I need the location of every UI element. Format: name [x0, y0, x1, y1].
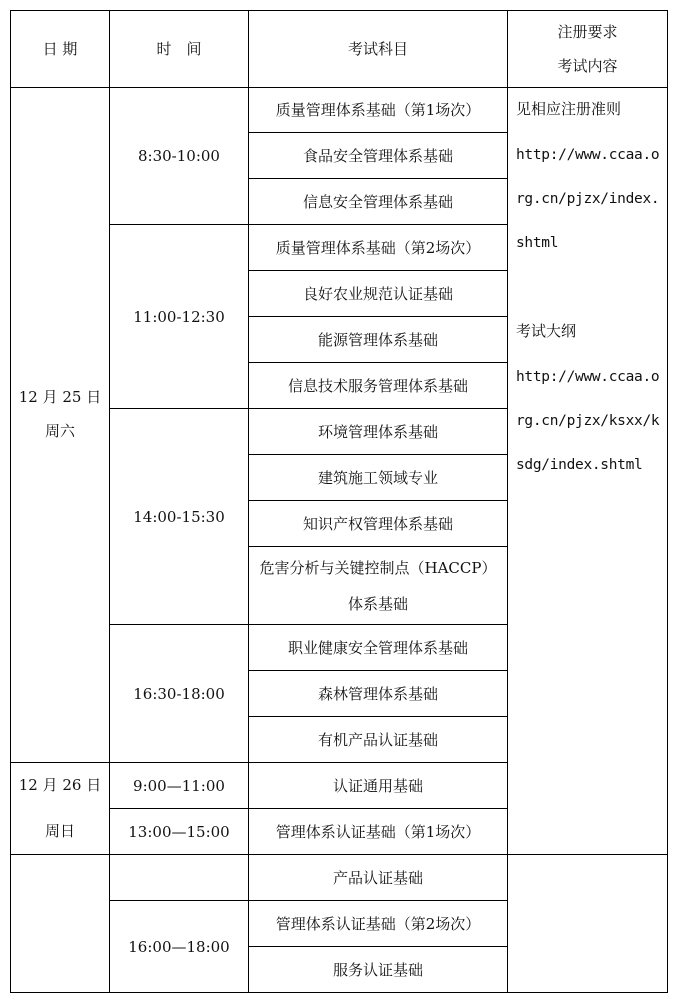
date-day2: 12 月 26 日 — [18, 776, 102, 794]
header-date: 日 期 — [42, 40, 78, 58]
subject-cell: 环境管理体系基础 — [317, 422, 438, 441]
time-slot-3: 14:00-15:30 — [133, 507, 225, 526]
header-req-line2: 考试内容 — [557, 57, 618, 75]
outline-url-line3[interactable]: sdg/index.shtml — [516, 457, 643, 473]
weekday-day2: 周日 — [44, 822, 75, 840]
subject-cell: 有机产品认证基础 — [317, 730, 438, 749]
table-border-right — [667, 10, 668, 993]
subject-cell: 建筑施工领域专业 — [317, 468, 438, 487]
time-slot-5: 9:00—11:00 — [133, 776, 225, 795]
subject-cell: 质量管理体系基础（第1场次） — [275, 101, 481, 119]
outline-label: 考试大纲 — [516, 322, 577, 340]
subject-haccp-line2: 体系基础 — [347, 594, 408, 613]
subject-cell-haccp — [249, 547, 507, 624]
time-slot-2: 11:00-12:30 — [133, 307, 225, 326]
rule-label: 见相应注册准则 — [516, 100, 622, 118]
outline-url-line1[interactable]: http://www.ccaa.o — [516, 369, 660, 385]
subject-cell: 产品认证基础 — [332, 868, 423, 887]
rule-url-line1[interactable]: http://www.ccaa.o — [516, 147, 660, 163]
header-requirements — [508, 11, 667, 87]
subject-cell: 食品安全管理体系基础 — [302, 146, 453, 165]
date-cell-day2 — [11, 762, 109, 854]
subject-cell: 能源管理体系基础 — [317, 330, 438, 349]
subject-cell: 信息技术服务管理体系基础 — [287, 376, 468, 395]
time-slot-7: 16:00—18:00 — [128, 937, 230, 956]
subject-cell: 认证通用基础 — [332, 776, 423, 795]
subject-cell: 知识产权管理体系基础 — [302, 514, 453, 533]
subject-cell: 管理体系认证基础（第1场次） — [275, 822, 481, 841]
date-day1: 12 月 25 日 — [18, 388, 102, 406]
subject-cell: 服务认证基础 — [332, 960, 423, 979]
outline-url-line2[interactable]: rg.cn/pjzx/ksxx/k — [516, 413, 660, 429]
subject-cell: 良好农业规范认证基础 — [302, 284, 453, 303]
header-time: 时 间 — [156, 40, 202, 58]
subject-cell: 职业健康安全管理体系基础 — [287, 638, 468, 657]
header-subject: 考试科目 — [347, 40, 408, 58]
column-divider — [507, 10, 508, 993]
time-slot-6: 13:00—15:00 — [128, 822, 230, 841]
rule-url-line3[interactable]: shtml — [516, 235, 559, 251]
time-slot-1: 8:30-10:00 — [138, 147, 220, 165]
subject-cell: 森林管理体系基础 — [317, 684, 438, 703]
rule-url-line2[interactable]: rg.cn/pjzx/index. — [516, 191, 660, 207]
date-cell-day1 — [11, 380, 109, 448]
weekday-day1: 周六 — [44, 422, 75, 440]
subject-cell: 质量管理体系基础（第2场次） — [275, 238, 481, 257]
subject-cell: 管理体系认证基础（第2场次） — [275, 914, 481, 933]
subject-cell: 信息安全管理体系基础 — [302, 192, 453, 211]
header-req-line1: 注册要求 — [557, 23, 618, 41]
time-slot-4: 16:30-18:00 — [133, 684, 225, 703]
subject-haccp-line1: 危害分析与关键控制点（HACCP） — [259, 558, 497, 577]
